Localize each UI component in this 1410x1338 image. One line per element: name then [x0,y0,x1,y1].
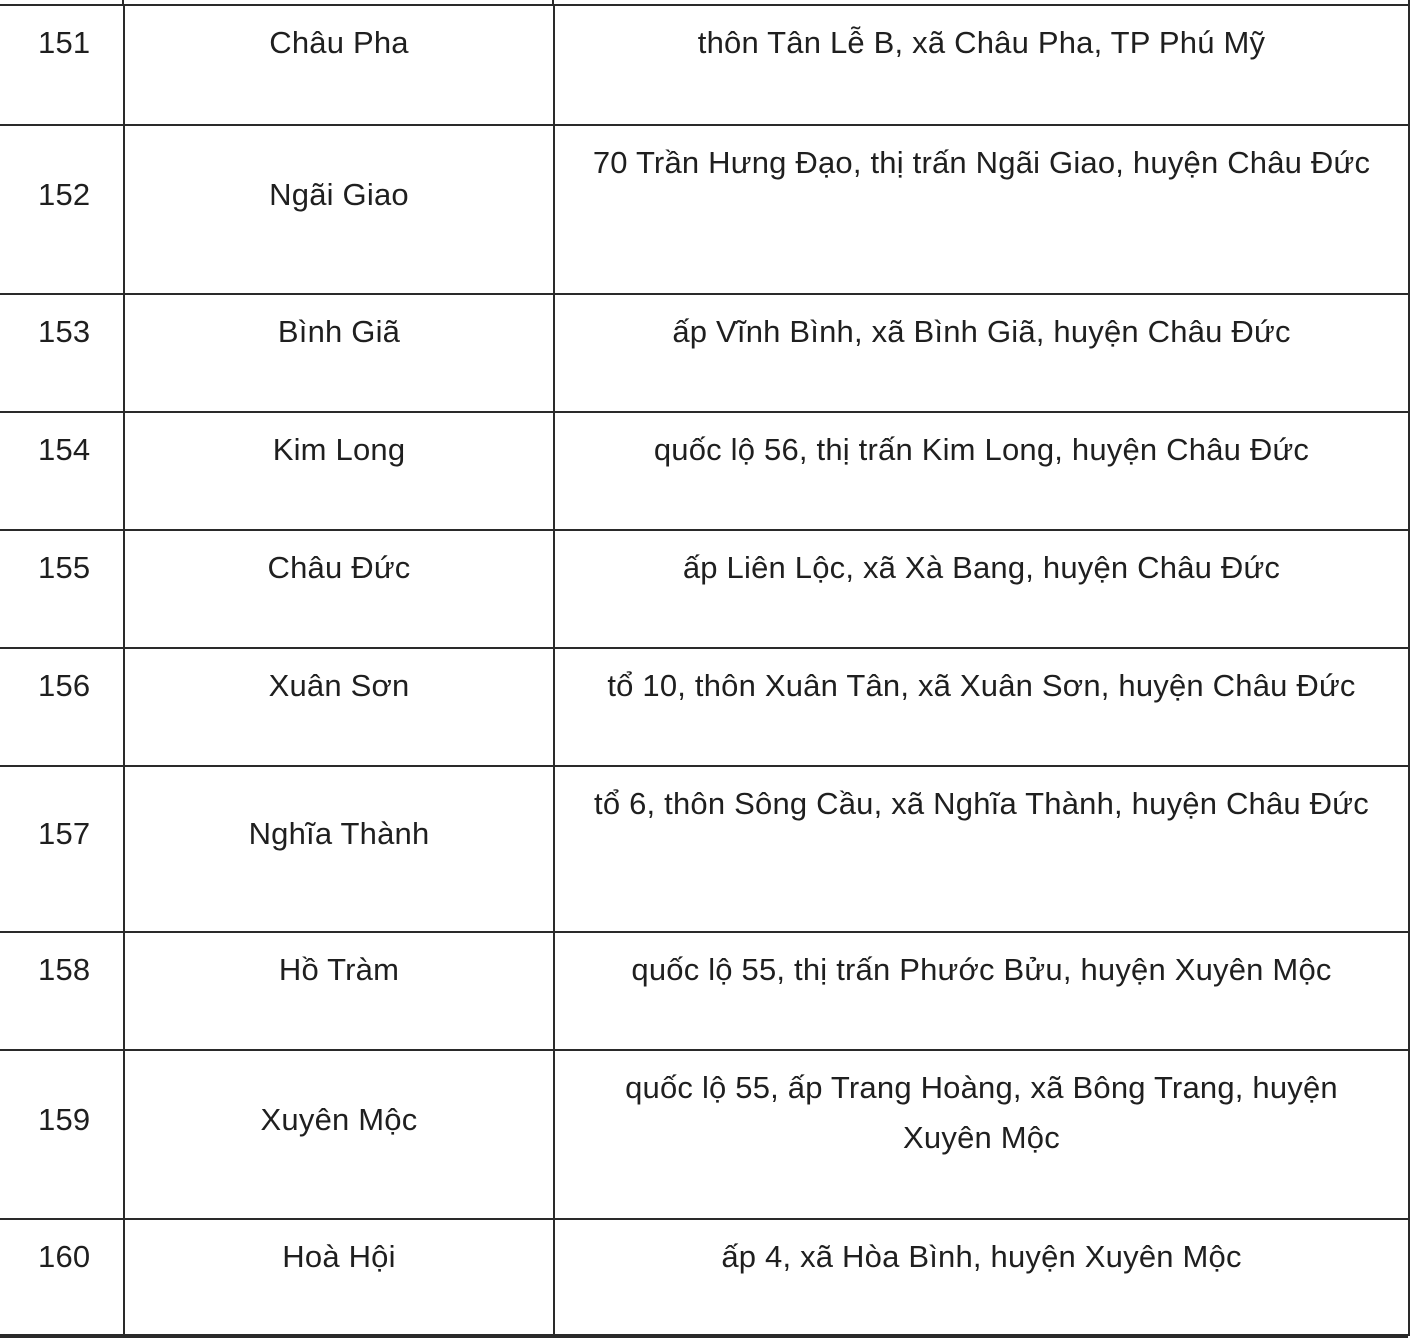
station-name: Nghĩa Thành [124,766,554,932]
station-name: Kim Long [124,412,554,530]
table-row [0,766,1408,932]
table-row [0,125,1408,294]
table-row [0,294,1408,412]
row-number: 156 [0,648,124,766]
station-address: quốc lộ 56, thị trấn Kim Long, huyện Châu Đức [554,412,1408,530]
station-name: Bình Giã [124,294,554,412]
station-name: Châu Pha [124,5,554,125]
row-number: 152 [0,125,124,294]
station-address: thôn Tân Lễ B, xã Châu Pha, TP Phú Mỹ [554,5,1408,125]
row-number: 154 [0,412,124,530]
row-number: 151 [0,5,124,125]
station-name: Xuyên Mộc [124,1050,554,1219]
table-row [0,932,1408,1050]
table-row [0,412,1408,530]
table-row [0,1219,1408,1337]
station-address: ấp Vĩnh Bình, xã Bình Giã, huyện Châu Đức [554,294,1408,412]
table-row [0,648,1408,766]
station-name: Ngãi Giao [124,125,554,294]
station-address: quốc lộ 55, thị trấn Phước Bửu, huyện Xuyên Mộc [554,932,1408,1050]
station-name: Hồ Tràm [124,932,554,1050]
row-number: 160 [0,1219,124,1337]
row-number: 158 [0,932,124,1050]
station-name: Xuân Sơn [124,648,554,766]
row-number: 157 [0,766,124,932]
station-address: tổ 10, thôn Xuân Tân, xã Xuân Sơn, huyện Châu Đức [554,648,1408,766]
station-address: 70 Trần Hưng Đạo, thị trấn Ngãi Giao, huyện Châu Đức [554,125,1408,294]
row-number: 159 [0,1050,124,1219]
row-number: 153 [0,294,124,412]
station-address: ấp Liên Lộc, xã Xà Bang, huyện Châu Đức [554,530,1408,648]
station-name: Châu Đức [124,530,554,648]
row-number: 155 [0,530,124,648]
table-row [0,5,1408,125]
station-address: tổ 6, thôn Sông Cầu, xã Nghĩa Thành, huyện Châu Đức [554,766,1408,932]
station-name: Hoà Hội [124,1219,554,1337]
station-address-table [0,4,1408,1338]
table-row [0,1050,1408,1219]
table-row [0,530,1408,648]
station-address: ấp 4, xã Hòa Bình, huyện Xuyên Mộc [554,1219,1408,1337]
station-address: quốc lộ 55, ấp Trang Hoàng, xã Bông Trang, huyện Xuyên Mộc [554,1050,1408,1219]
